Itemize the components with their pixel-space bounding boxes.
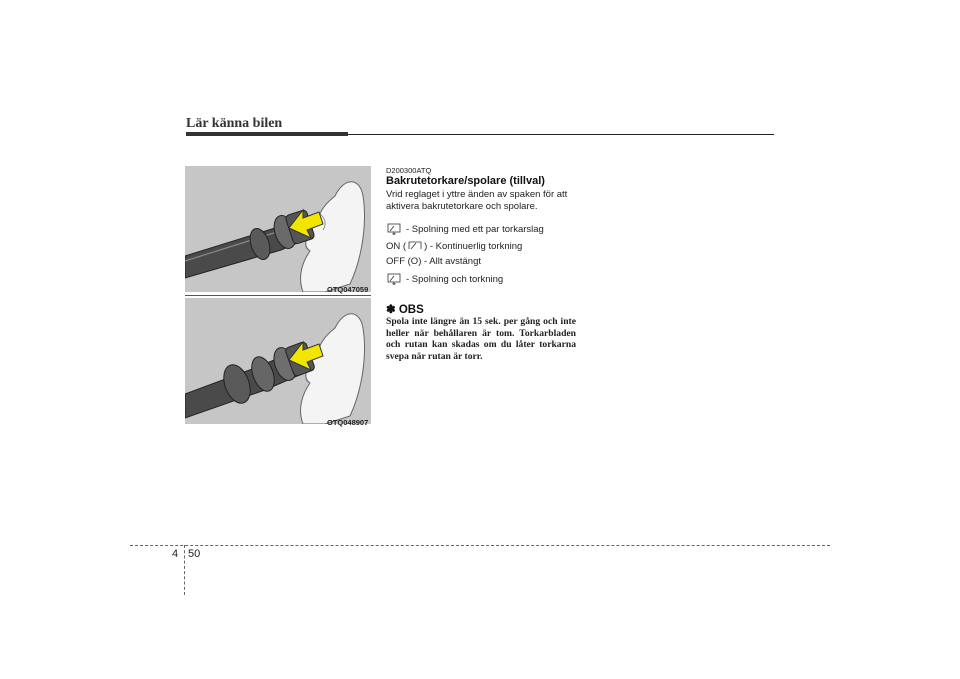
stalk-illustration-b <box>185 298 371 424</box>
note-title: ✽ OBS <box>386 304 424 316</box>
chapter-title: Lär känna bilen <box>186 116 283 131</box>
section-intro: Vrid reglaget i yttre änden av spaken för att aktivera bakrutetorkare och spolare. <box>386 189 568 212</box>
list-item: - Spolning med ett par torkarslag <box>386 223 544 235</box>
figure-b-code: OTQ048907 <box>327 418 369 427</box>
footer-divider <box>184 545 185 595</box>
figure-divider <box>185 295 371 296</box>
figure-a <box>185 166 371 292</box>
section-title: Bakrutetorkare/spolare (tillval) <box>386 175 545 187</box>
rear-washer-icon <box>386 273 402 285</box>
list-item: - Spolning och torkning <box>386 273 503 285</box>
rear-washer-icon <box>386 223 402 235</box>
chapter-number: 4 <box>172 548 179 560</box>
footer-rule <box>130 545 830 546</box>
list-item: OFF (O) - Allt avstängt <box>386 256 482 267</box>
page-number: 50 <box>188 548 201 560</box>
figure-b <box>185 298 371 424</box>
rear-wiper-icon <box>407 240 423 252</box>
section-code: D200300ATQ <box>386 166 432 175</box>
header-rule-accent <box>186 132 348 136</box>
figure-a-code: OTQ047059 <box>327 285 369 294</box>
list-item: ON ( ) - Kontinuerlig torkning <box>386 240 523 252</box>
stalk-illustration-a <box>185 166 371 292</box>
note-text: Spola inte längre än 15 sek. per gång och inte heller när behållaren är tom. Torkarbladen och rutan kan skadas om du låter torkarna svepa när rutan är torr. <box>386 316 576 362</box>
